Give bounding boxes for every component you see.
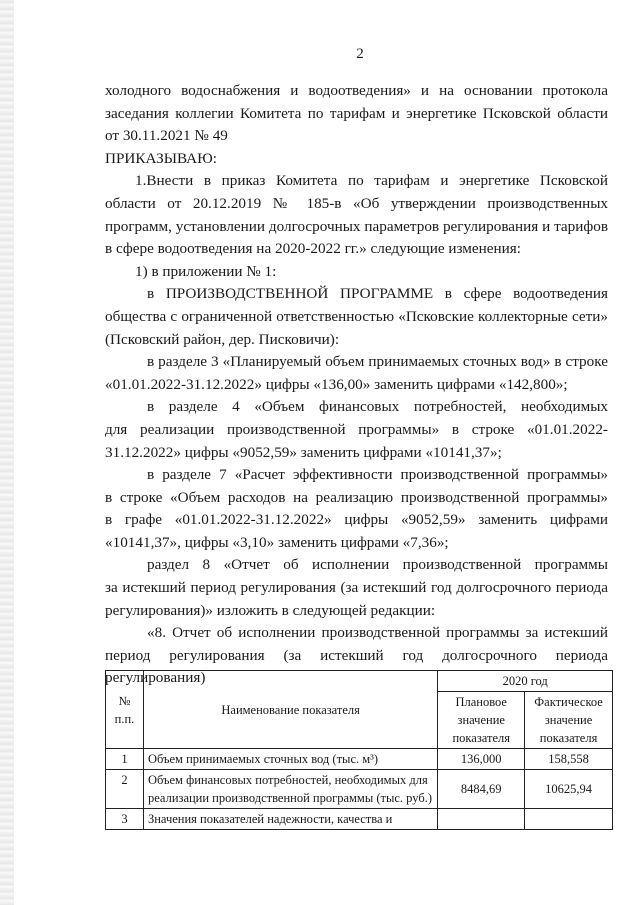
text-line: общества с ограниченной ответственностью «Псковские коллекторные сети» [105, 307, 608, 325]
header-num: № п.п. [106, 671, 144, 749]
cell-num: 2 [106, 770, 144, 809]
cell-name: Объем принимаемых сточных вод (тыс. м³) [143, 749, 437, 770]
header-plan: Плановое значение показателя [438, 692, 525, 749]
cell-fact [525, 809, 613, 830]
document-body [105, 80, 608, 690]
page-number: 2 [356, 46, 364, 62]
text-line: регулирования)» изложить в следующей редакции: [105, 601, 436, 619]
text-line: «8. Отчет об исполнении производственной программы за истекший [147, 624, 608, 642]
text-line: заседания коллегии Комитета по тарифам и энергетике Псковской области [105, 104, 608, 122]
text-line: в разделе 4 «Объем финансовых потребностей, необходимых [147, 398, 608, 416]
text-line: области от 20.12.2019 № 185-в «Об утверждении производственных [105, 194, 608, 212]
cell-name: Значения показателей надежности, качества и [143, 809, 437, 830]
text-line: период регулирования (за истекший год долгосрочного периода [105, 646, 608, 664]
text-line: 31.12.2022» цифры «9052,59» заменить цифрами «10141,37»; [105, 443, 502, 461]
text-line: для реализации производственной программы» в строке «01.01.2022- [105, 420, 608, 438]
header-year: 2020 год [438, 671, 613, 692]
text-line: «10141,37», цифры «3,10» заменить цифрами «7,36»; [105, 533, 449, 551]
text-line: в графе «01.01.2022-31.12.2022» цифры «9052,59» заменить цифрами [105, 511, 608, 529]
order-heading: ПРИКАЗЫВАЮ: [105, 149, 217, 167]
cell-name: Объем финансовых потребностей, необходимых для реализации производственной программы (тыс. руб.) [143, 770, 437, 809]
cell-fact: 10625,94 [525, 770, 613, 809]
header-name: Наименование показателя [143, 671, 437, 749]
cell-plan: 136,000 [438, 749, 525, 770]
scan-edge-artifact [0, 0, 14, 905]
cell-plan [438, 809, 525, 830]
table-row [106, 770, 613, 809]
text-line: в разделе 7 «Расчет эффективности производственной программы» [147, 466, 608, 484]
report-table [105, 670, 613, 830]
cell-num: 1 [106, 749, 144, 770]
text-line: холодного водоснабжения и водоотведения» и на основании протокола [105, 82, 608, 99]
text-line: в разделе 3 «Планируемый объем принимаемых сточных вод» в строке [147, 353, 608, 371]
text-line: от 30.11.2021 № 49 [105, 127, 228, 145]
text-line: раздел 8 «Отчет об исполнении производственной программы [147, 556, 608, 574]
text-line: (Псковский район, дер. Писковичи): [105, 330, 340, 348]
text-line: 1.Внести в приказ Комитета по тарифам и энергетике Псковской [135, 172, 608, 190]
text-line: «01.01.2022-31.12.2022» цифры «136,00» заменить цифрами «142,800»; [105, 375, 568, 393]
cell-num: 3 [106, 809, 144, 830]
table-row [106, 809, 613, 830]
cell-plan: 8484,69 [438, 770, 525, 809]
header-fact: Фактическое значение показателя [525, 692, 613, 749]
text-line: регулирования) [105, 669, 206, 687]
text-line: 1) в приложении № 1: [135, 262, 277, 280]
text-line: в ПРОИЗВОДСТВЕННОЙ ПРОГРАММЕ в сфере водоотведения [147, 285, 608, 303]
text-line: за истекший период регулирования (за истекший год долгосрочного периода [105, 579, 608, 597]
text-line: программ, установлении долгосрочных параметров регулирования и тарифов [105, 217, 608, 235]
text-line: в строке «Объем расходов на реализацию производственной программы» [105, 488, 608, 506]
text-line: в сфере водоотведения на 2020-2022 гг.» следующие изменения: [105, 240, 521, 258]
table-row [106, 749, 613, 770]
cell-fact: 158,558 [525, 749, 613, 770]
